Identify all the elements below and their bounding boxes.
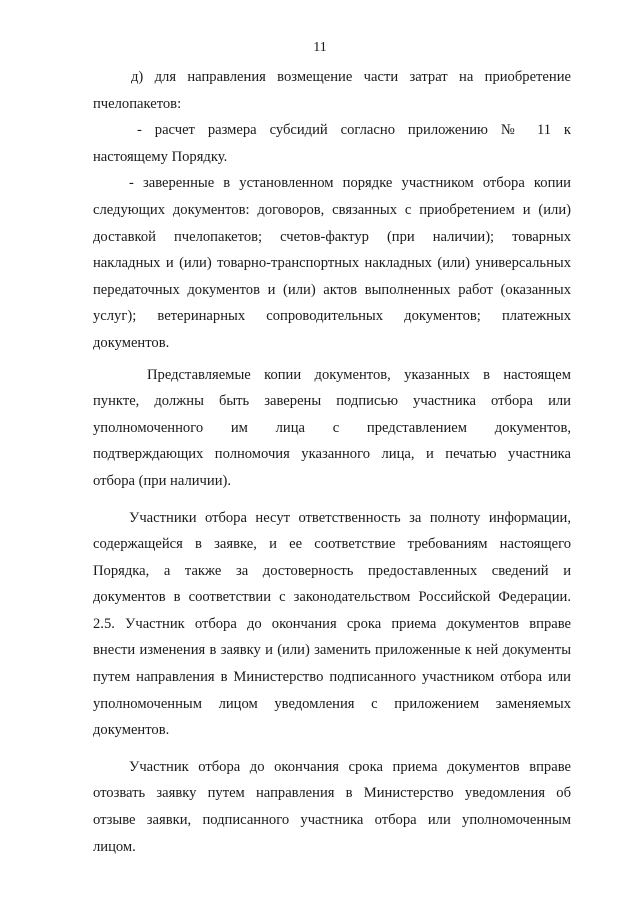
paragraph-copies-certification	[93, 362, 571, 495]
text-line: - расчет размера субсидий согласно приложению № 11 к	[137, 122, 571, 139]
text-line: накладных и (или) товарно-транспортных накладных (или) универсальных	[93, 255, 571, 272]
paragraph-responsibility	[93, 505, 571, 611]
paragraph-d-item	[93, 64, 571, 117]
text-line: отбора (при наличии).	[93, 472, 232, 489]
page-number: 11	[313, 40, 327, 55]
paragraph-clause-2-5	[93, 611, 571, 744]
text-line: Представляемые копии документов, указанных в настоящем	[147, 366, 571, 383]
text-line: Участники отбора несут ответственность за полноту информации,	[129, 509, 571, 526]
text-line: путем направления в Министерство подписанного участником отбора или	[93, 669, 571, 686]
text-line: внести изменения в заявку и (или) заменить приложенные к ней документы	[93, 642, 571, 659]
paragraph-withdrawal	[93, 754, 571, 860]
text-line: подтверждающих полномочия указанного лица, и печатью участника	[93, 446, 571, 463]
text-line: отзыве заявки, подписанного участника отбора или уполномоченным	[93, 812, 571, 829]
text-line: уполномоченным лицом уведомления с приложением заменяемых	[93, 695, 571, 712]
document-body	[93, 64, 571, 860]
text-line: передаточных документов и (или) актов выполненных работ (оказанных	[93, 281, 571, 298]
text-line: д) для направления возмещение части затрат на приобретение	[131, 69, 571, 85]
text-line: Порядка, а также за достоверность предоставленных сведений и	[93, 562, 571, 579]
text-line: лицом.	[93, 838, 136, 855]
text-line: Участник отбора до окончания срока приема документов вправе	[129, 758, 571, 775]
text-line: пчелопакетов:	[93, 95, 182, 112]
text-line: следующих документов: договоров, связанных с приобретением и (или)	[93, 201, 571, 218]
text-line: уполномоченного им лица с представлением документов,	[93, 419, 571, 436]
text-line: документов в соответствии с законодательством Российской Федерации.	[93, 589, 571, 606]
text-line: содержащейся в заявке, и ее соответствие требованиям настоящего	[93, 536, 571, 553]
text-line: отозвать заявку путем направления в Министерство уведомления об	[93, 785, 571, 802]
text-line: документов.	[93, 722, 170, 739]
paragraph-certified-copies	[93, 170, 571, 356]
text-line: 2.5. Участник отбора до окончания срока приема документов вправе	[93, 615, 571, 632]
text-line: - заверенные в установленном порядке участником отбора копии	[129, 175, 571, 192]
paragraph-subsidy-calc	[93, 117, 571, 170]
text-line: услуг); ветеринарных сопроводительных документов; платежных	[93, 308, 571, 325]
text-line: доставкой пчелопакетов; счетов-фактур (при наличии); товарных	[93, 228, 571, 245]
text-line: настоящему Порядку.	[93, 148, 228, 165]
text-line: пункте, должны быть заверены подписью участника отбора или	[93, 393, 571, 410]
text-line: документов.	[93, 334, 170, 351]
